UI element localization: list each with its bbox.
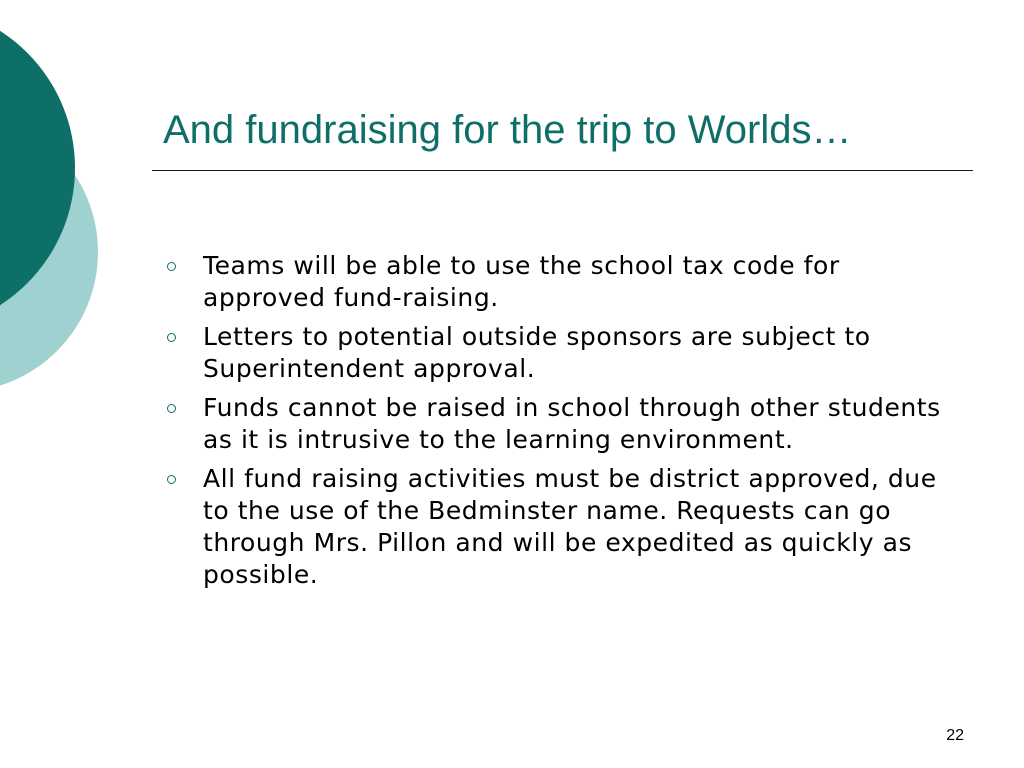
page-number: 22 bbox=[946, 727, 964, 744]
bullet-item bbox=[160, 463, 950, 591]
bullet-text: Funds cannot be raised in school through other students as it is intrusive to the learning environment. bbox=[203, 393, 941, 454]
circle-bullet-icon bbox=[167, 333, 176, 342]
circle-bullet-icon bbox=[167, 404, 176, 413]
circle-bullet-icon bbox=[167, 475, 176, 484]
bullet-text: Letters to potential outside sponsors are subject to Superintendent approval. bbox=[203, 322, 871, 383]
bullet-item bbox=[160, 321, 950, 385]
bullet-text: Teams will be able to use the school tax code for approved fund-raising. bbox=[203, 251, 840, 312]
bullet-list bbox=[160, 250, 950, 598]
slide-title: And fundraising for the trip to Worlds… bbox=[163, 108, 852, 152]
circle-bullet-icon bbox=[167, 262, 176, 271]
bullet-item bbox=[160, 392, 950, 456]
decorative-circles bbox=[0, 0, 110, 410]
title-divider bbox=[152, 170, 973, 171]
bullet-item bbox=[160, 250, 950, 314]
bullet-text: All fund raising activities must be district approved, due to the use of the Bedminster name. Requests can go through Mrs. Pillon and will be expedited as quickly as possible. bbox=[203, 464, 937, 589]
